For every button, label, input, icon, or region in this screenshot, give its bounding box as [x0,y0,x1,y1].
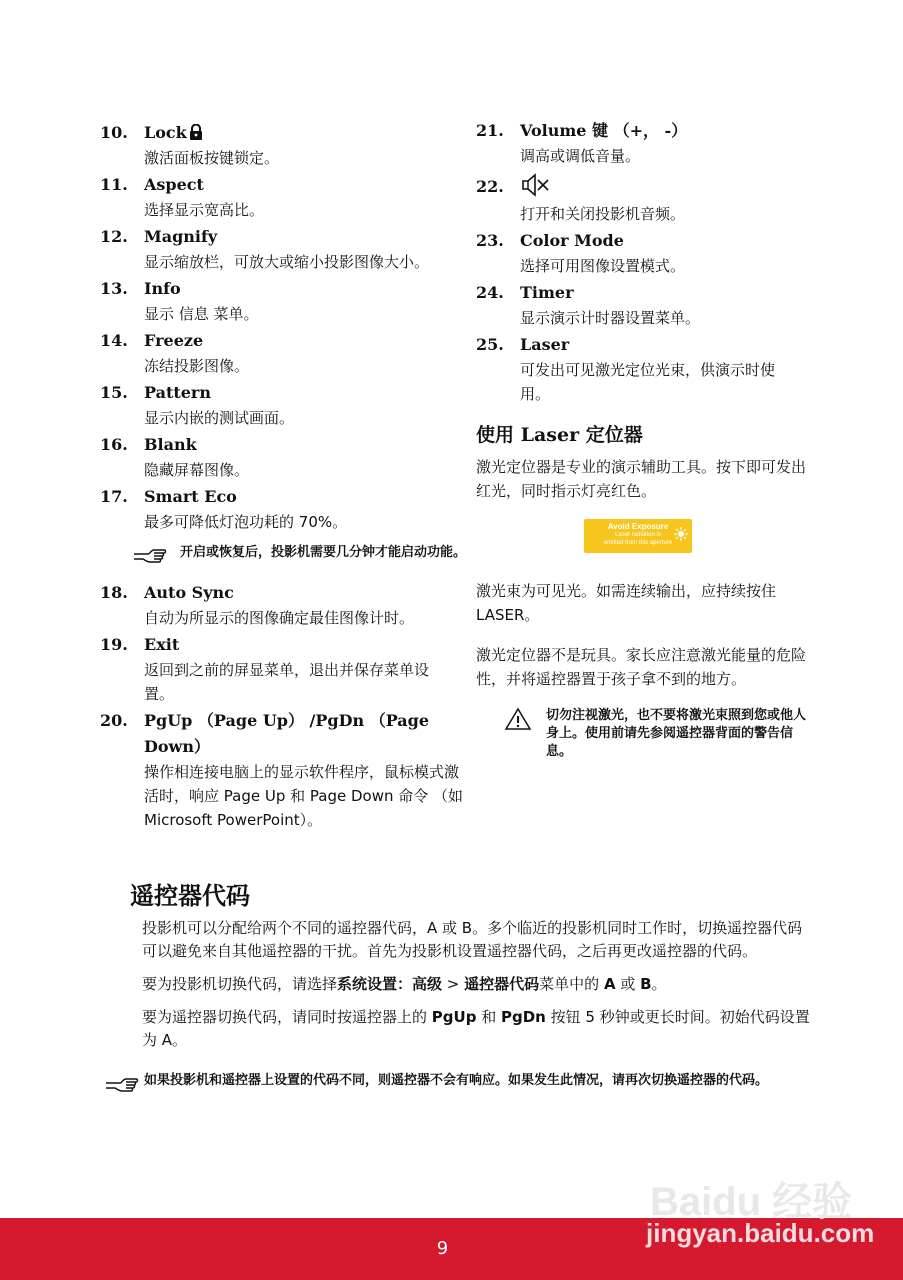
item-number: 12. [100,227,128,246]
item-title: Exit [144,635,180,654]
list-item [100,580,480,630]
remote-code-note [104,1072,844,1090]
section-title: 遥控器代码 [130,882,250,910]
list-item [476,170,816,226]
item-description: 调高或调低音量。 [520,147,641,165]
baidu-watermark-logo: Baidu 经验 [650,1180,853,1224]
list-item [100,120,480,170]
item-title: Blank [144,435,197,454]
item-number: 14. [100,331,128,350]
baidu-watermark-url: jingyan.baidu.com [646,1218,875,1248]
item-description: 显示内嵌的测试画面。 [144,409,295,427]
item-title: Smart Eco [144,487,237,506]
item-number: 11. [100,175,128,194]
item-title: Lock [144,123,187,142]
item-title: Auto Sync [144,583,234,602]
item-number: 21. [476,121,504,140]
item-description: 冻结投影图像。 [144,357,250,375]
note-text: 如果投影机和遥控器上设置的代码不同，则遥控器不会有响应。如果发生此情况，请再次切换遥控器的代码。 [144,1073,769,1088]
item-description: 显示演示计时器设置菜单。 [520,309,701,327]
item-description: 激活面板按键锁定。 [144,149,280,167]
item-description: 选择可用图像设置模式。 [520,257,686,275]
pointing-hand-icon [104,1075,140,1101]
list-item [476,332,816,406]
item-title: Timer [520,283,574,302]
list-item [100,172,480,222]
remote-code-section [130,876,810,1062]
item-description: 操作相连接电脑上的显示软件程序，鼠标模式激活时，响应 Page Up 和 Page Down 命令 （如 Microsoft PowerPoint）。 [144,763,464,829]
item-number: 23. [476,231,504,250]
lock-icon [187,123,203,142]
item-number: 24. [476,283,504,302]
item-number: 22. [476,177,504,196]
laser-section-title: 使用 Laser 定位器 [476,424,643,446]
list-item [100,484,480,534]
item-description: 最多可降低灯泡功耗的 70%。 [144,513,348,531]
warning-text: 切勿注视激光，也不要将激光束照到您或他人身上。使用前请先参阅遥控器背面的警告信息。 [546,708,807,759]
item-description: 显示 信息 菜单。 [144,305,259,323]
item-number: 25. [476,335,504,354]
item-number: 13. [100,279,128,298]
item-number: 17. [100,487,128,506]
laser-warning-label: Avoid Exposure Laser radiation is emitted from this aperture [584,519,692,553]
laser-sun-icon [674,527,688,546]
restart-note [100,544,480,562]
item-description: 隐藏屏幕图像。 [144,461,250,479]
remote-code-paragraph: 要为遥控器切换代码，请同时按遥控器上的 PgUp 和 PgDn 按钮 5 秒钟或更长时间。初始代码设置为 A。 [142,1008,810,1049]
item-description: 选择显示宽高比。 [144,201,265,219]
laser-paragraph: 激光定位器不是玩具。家长应注意激光能量的危险性，并将遥控器置于孩子拿不到的地方。 [476,646,807,688]
list-item [100,632,480,706]
item-number: 20. [100,711,128,730]
remote-code-paragraph: 要为投影机切换代码，请选择系统设置：高级 > 遥控器代码菜单中的 A 或 B。 [142,975,667,993]
item-description: 显示缩放栏，可放大或缩小投影图像大小。 [144,253,430,271]
item-title: Laser [520,335,570,354]
list-item [100,224,480,274]
item-title: Freeze [144,331,204,350]
page-number: 9 [436,1238,449,1259]
item-number: 18. [100,583,128,602]
list-item [100,432,480,482]
laser-paragraph: 激光束为可见光。如需连续输出，应持续按住 LASER。 [476,582,777,624]
pointing-hand-icon [132,546,168,572]
item-title: Volume 键 （+， -） [520,121,688,140]
list-item [476,118,816,168]
item-number: 10. [100,123,128,142]
right-column [476,118,816,761]
laser-paragraph: 激光定位器是专业的演示辅助工具。按下即可发出红光，同时指示灯亮红色。 [476,458,807,500]
item-title: Info [144,279,181,298]
list-item [100,708,480,832]
item-title: PgUp （Page Up） /PgDn （Page Down） [144,711,430,756]
list-item [100,276,480,326]
item-description: 自动为所显示的图像确定最佳图像计时。 [144,609,415,627]
item-title: Aspect [144,175,204,194]
warning-icon [504,707,532,737]
item-number: 16. [100,435,128,454]
item-title: Pattern [144,383,211,402]
item-title: Color Mode [520,231,624,250]
item-number: 19. [100,635,128,654]
item-title: Magnify [144,227,218,246]
left-column [100,120,480,834]
list-item [476,228,816,278]
list-item [100,380,480,430]
item-description: 打开和关闭投影机音频。 [520,205,686,223]
laser-warning-note [476,707,816,761]
item-description: 返回到之前的屏显菜单，退出并保存菜单设置。 [144,661,430,703]
list-item [100,328,480,378]
list-item [476,280,816,330]
item-description: 可发出可见激光定位光束，供演示时使用。 [520,361,776,403]
note-text: 开启或恢复后，投影机需要几分钟才能启动功能。 [180,545,467,560]
remote-code-paragraph: 投影机可以分配给两个不同的遥控器代码，A 或 B。多个临近的投影机同时工作时，切换遥控器代码可以避免来自其他遥控器的干扰。首先为投影机设置遥控器代码，之后再更改遥控器的代码。 [142,919,803,960]
item-number: 15. [100,383,128,402]
